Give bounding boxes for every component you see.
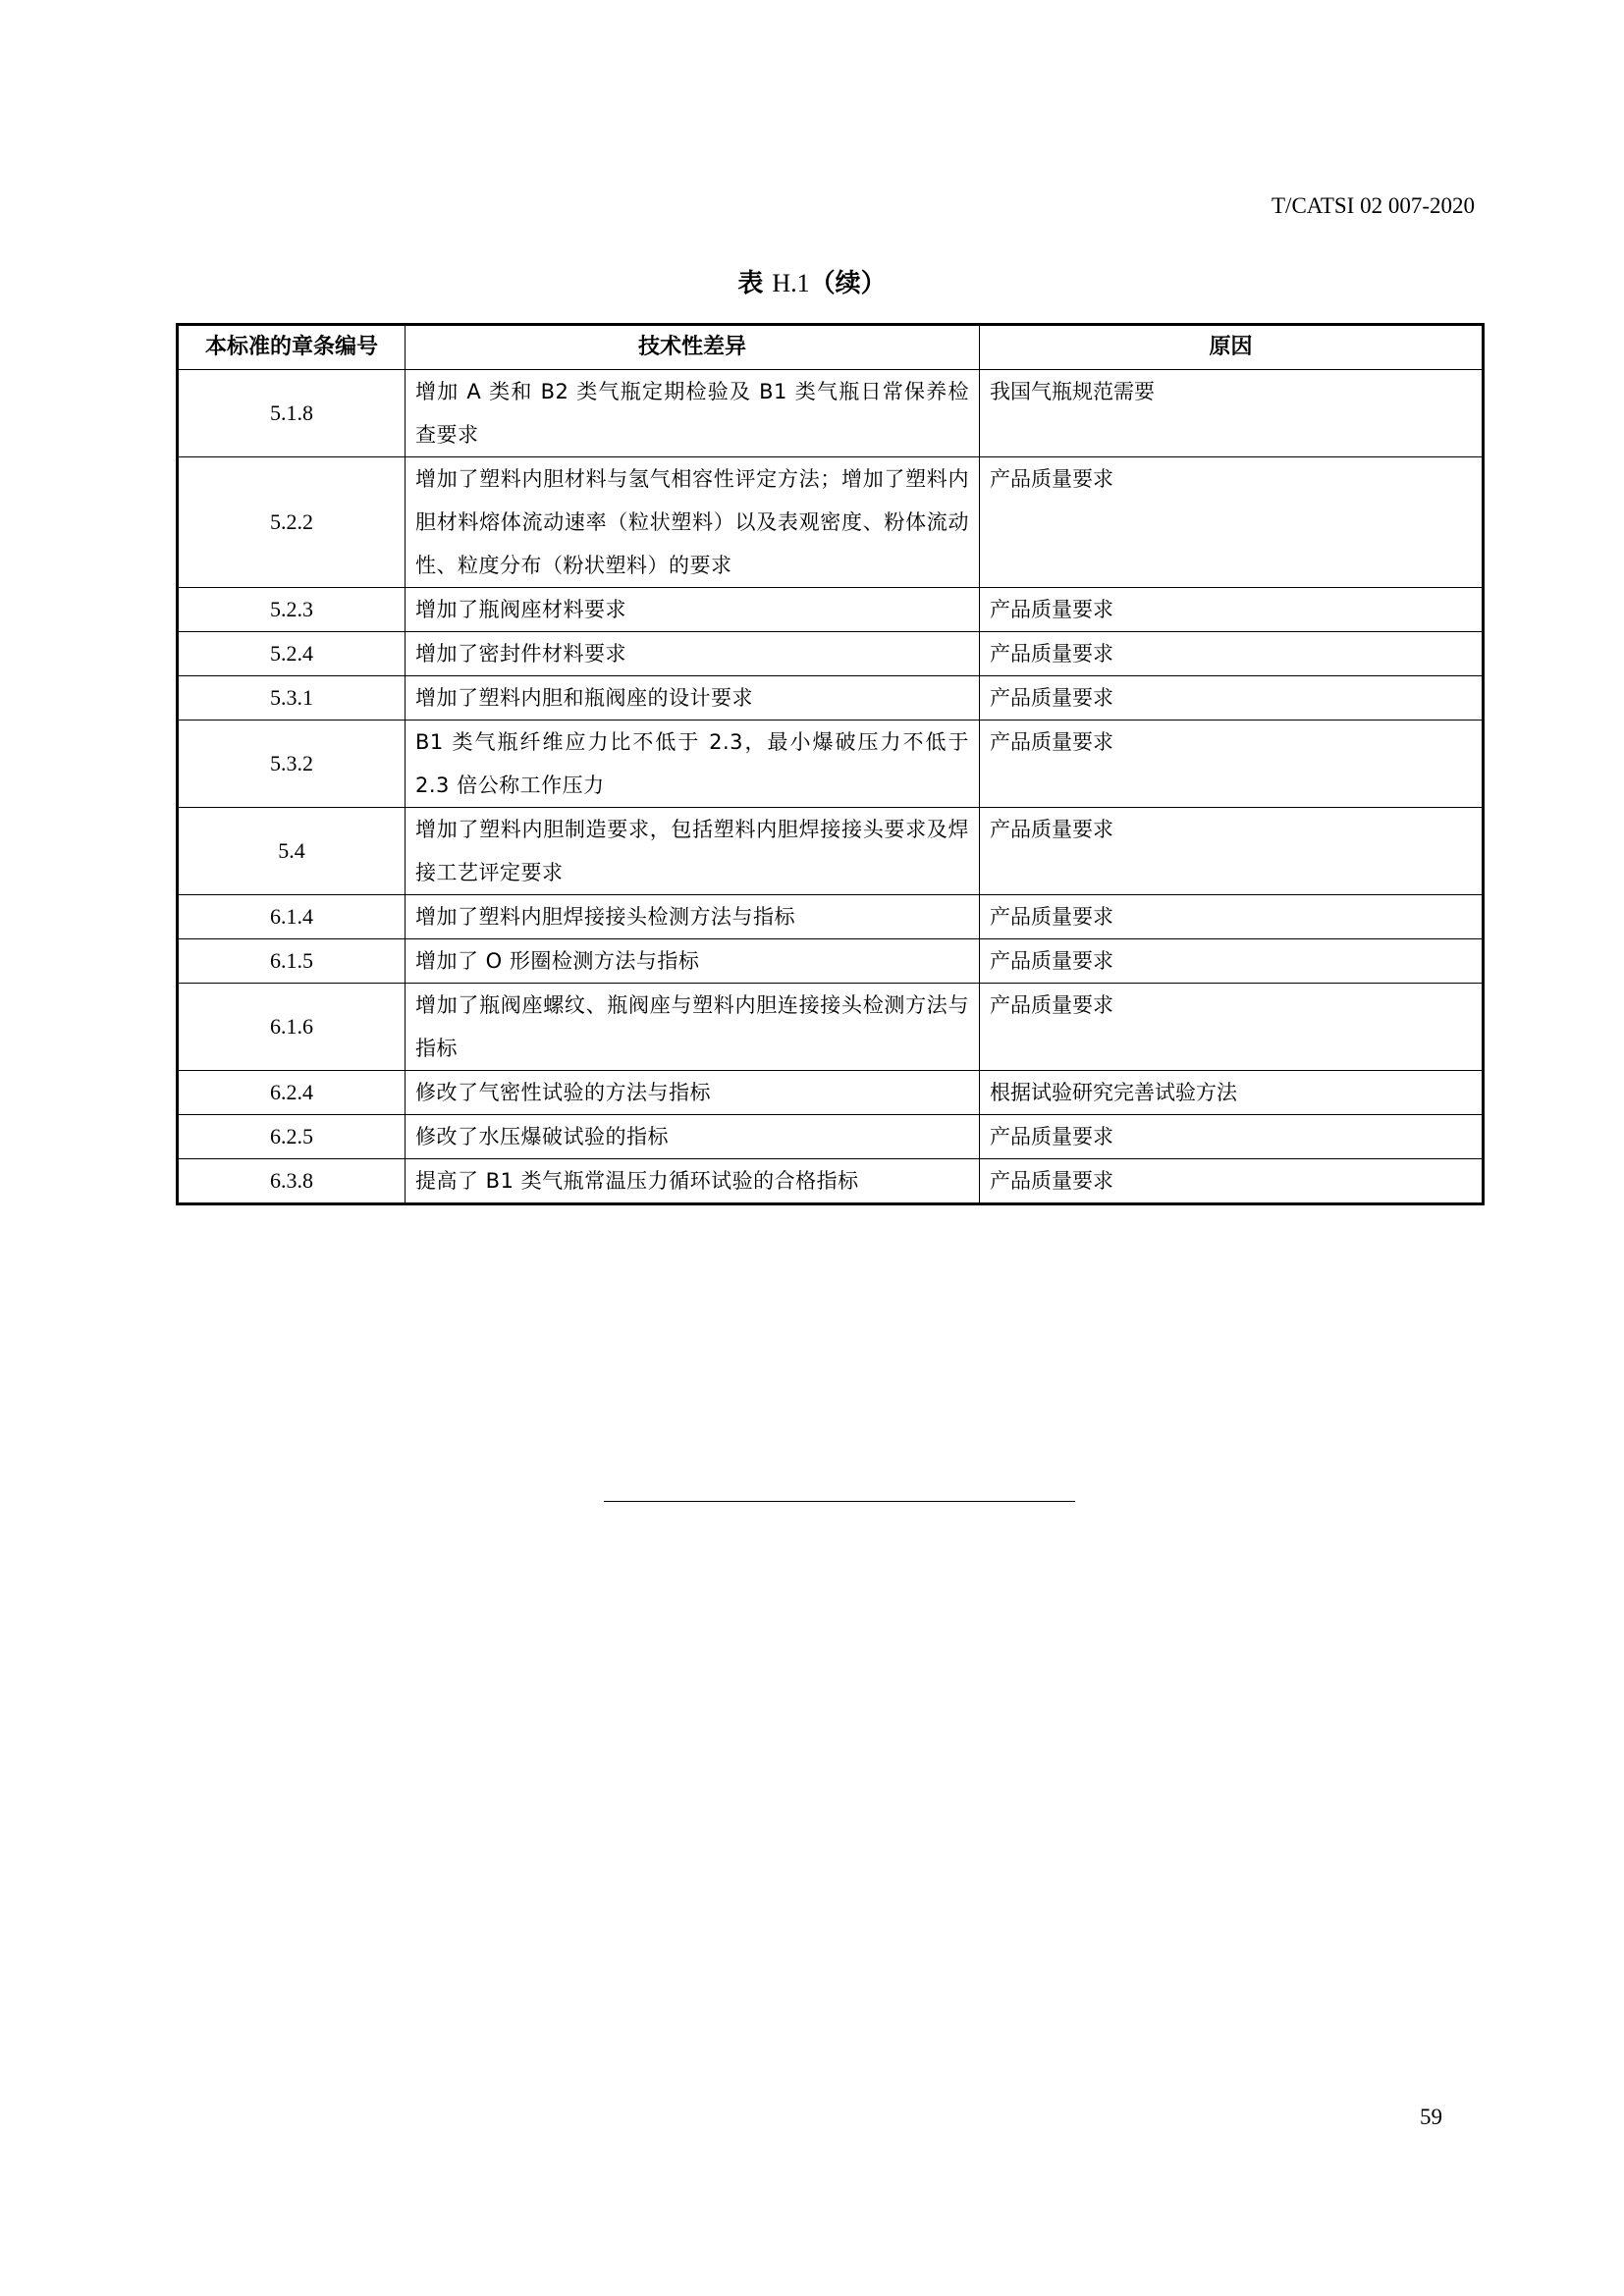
reason-cell: 产品质量要求 (980, 721, 1484, 808)
table-row (178, 632, 1484, 676)
clause-cell: 6.1.4 (178, 895, 406, 939)
clause-cell: 5.2.3 (178, 588, 406, 632)
reason-cell: 产品质量要求 (980, 457, 1484, 588)
difference-cell: 增加 A 类和 B2 类气瓶定期检验及 B1 类气瓶日常保养检查要求 (406, 370, 980, 457)
difference-cell: 增加了塑料内胆材料与氢气相容性评定方法；增加了塑料内胆材料熔体流动速率（粒状塑料）以及表观密度、粉体流动性、粒度分布（粉状塑料）的要求 (406, 457, 980, 588)
difference-cell: 增加了密封件材料要求 (406, 632, 980, 676)
reason-cell: 产品质量要求 (980, 588, 1484, 632)
table-row (178, 808, 1484, 895)
clause-cell: 6.3.8 (178, 1159, 406, 1204)
standard-code: T/CATSI 02 007-2020 (1272, 193, 1475, 218)
table-row (178, 1115, 1484, 1159)
clause-cell: 6.1.5 (178, 939, 406, 984)
table-header-row (178, 325, 1484, 370)
table-title-number: H.1 (772, 269, 810, 297)
reason-cell: 产品质量要求 (980, 1159, 1484, 1204)
reason-cell: 产品质量要求 (980, 984, 1484, 1071)
technical-differences-table (176, 323, 1485, 1205)
difference-cell: 增加了瓶阀座材料要求 (406, 588, 980, 632)
difference-cell: 修改了气密性试验的方法与指标 (406, 1071, 980, 1115)
clause-cell: 6.2.5 (178, 1115, 406, 1159)
table-row (178, 1071, 1484, 1115)
table-row (178, 457, 1484, 588)
clause-cell: 5.3.1 (178, 676, 406, 721)
clause-cell: 5.2.2 (178, 457, 406, 588)
table-row (178, 370, 1484, 457)
difference-cell: B1 类气瓶纤维应力比不低于 2.3，最小爆破压力不低于 2.3 倍公称工作压力 (406, 721, 980, 808)
difference-cell: 提高了 B1 类气瓶常温压力循环试验的合格指标 (406, 1159, 980, 1204)
difference-cell: 增加了塑料内胆和瓶阀座的设计要求 (406, 676, 980, 721)
clause-cell: 6.1.6 (178, 984, 406, 1071)
reason-cell: 我国气瓶规范需要 (980, 370, 1484, 457)
difference-cell: 增加了 O 形圈检测方法与指标 (406, 939, 980, 984)
reason-cell: 产品质量要求 (980, 1115, 1484, 1159)
difference-cell: 增加了瓶阀座螺纹、瓶阀座与塑料内胆连接接头检测方法与指标 (406, 984, 980, 1071)
table-title-prefix: 表 (737, 269, 773, 298)
difference-cell: 修改了水压爆破试验的指标 (406, 1115, 980, 1159)
difference-cell: 增加了塑料内胆制造要求，包括塑料内胆焊接接头要求及焊接工艺评定要求 (406, 808, 980, 895)
table-row (178, 895, 1484, 939)
clause-cell: 5.3.2 (178, 721, 406, 808)
page-number: 59 (1420, 2105, 1442, 2129)
column-header-reason: 原因 (980, 325, 1484, 370)
difference-cell: 增加了塑料内胆焊接接头检测方法与指标 (406, 895, 980, 939)
table-title (0, 263, 1624, 299)
clause-cell: 5.1.8 (178, 370, 406, 457)
reason-cell: 根据试验研究完善试验方法 (980, 1071, 1484, 1115)
table-row (178, 721, 1484, 808)
table-row (178, 939, 1484, 984)
reason-cell: 产品质量要求 (980, 808, 1484, 895)
reason-cell: 产品质量要求 (980, 939, 1484, 984)
column-header-clause: 本标准的章条编号 (178, 325, 406, 370)
table-row (178, 676, 1484, 721)
clause-cell: 5.2.4 (178, 632, 406, 676)
reason-cell: 产品质量要求 (980, 632, 1484, 676)
clause-cell: 6.2.4 (178, 1071, 406, 1115)
table-title-suffix: （续） (809, 269, 887, 298)
reason-cell: 产品质量要求 (980, 895, 1484, 939)
table-row (178, 984, 1484, 1071)
table-row (178, 1159, 1484, 1204)
clause-cell: 5.4 (178, 808, 406, 895)
column-header-difference: 技术性差异 (406, 325, 980, 370)
end-of-document-rule (604, 1501, 1075, 1502)
reason-cell: 产品质量要求 (980, 676, 1484, 721)
table-row (178, 588, 1484, 632)
